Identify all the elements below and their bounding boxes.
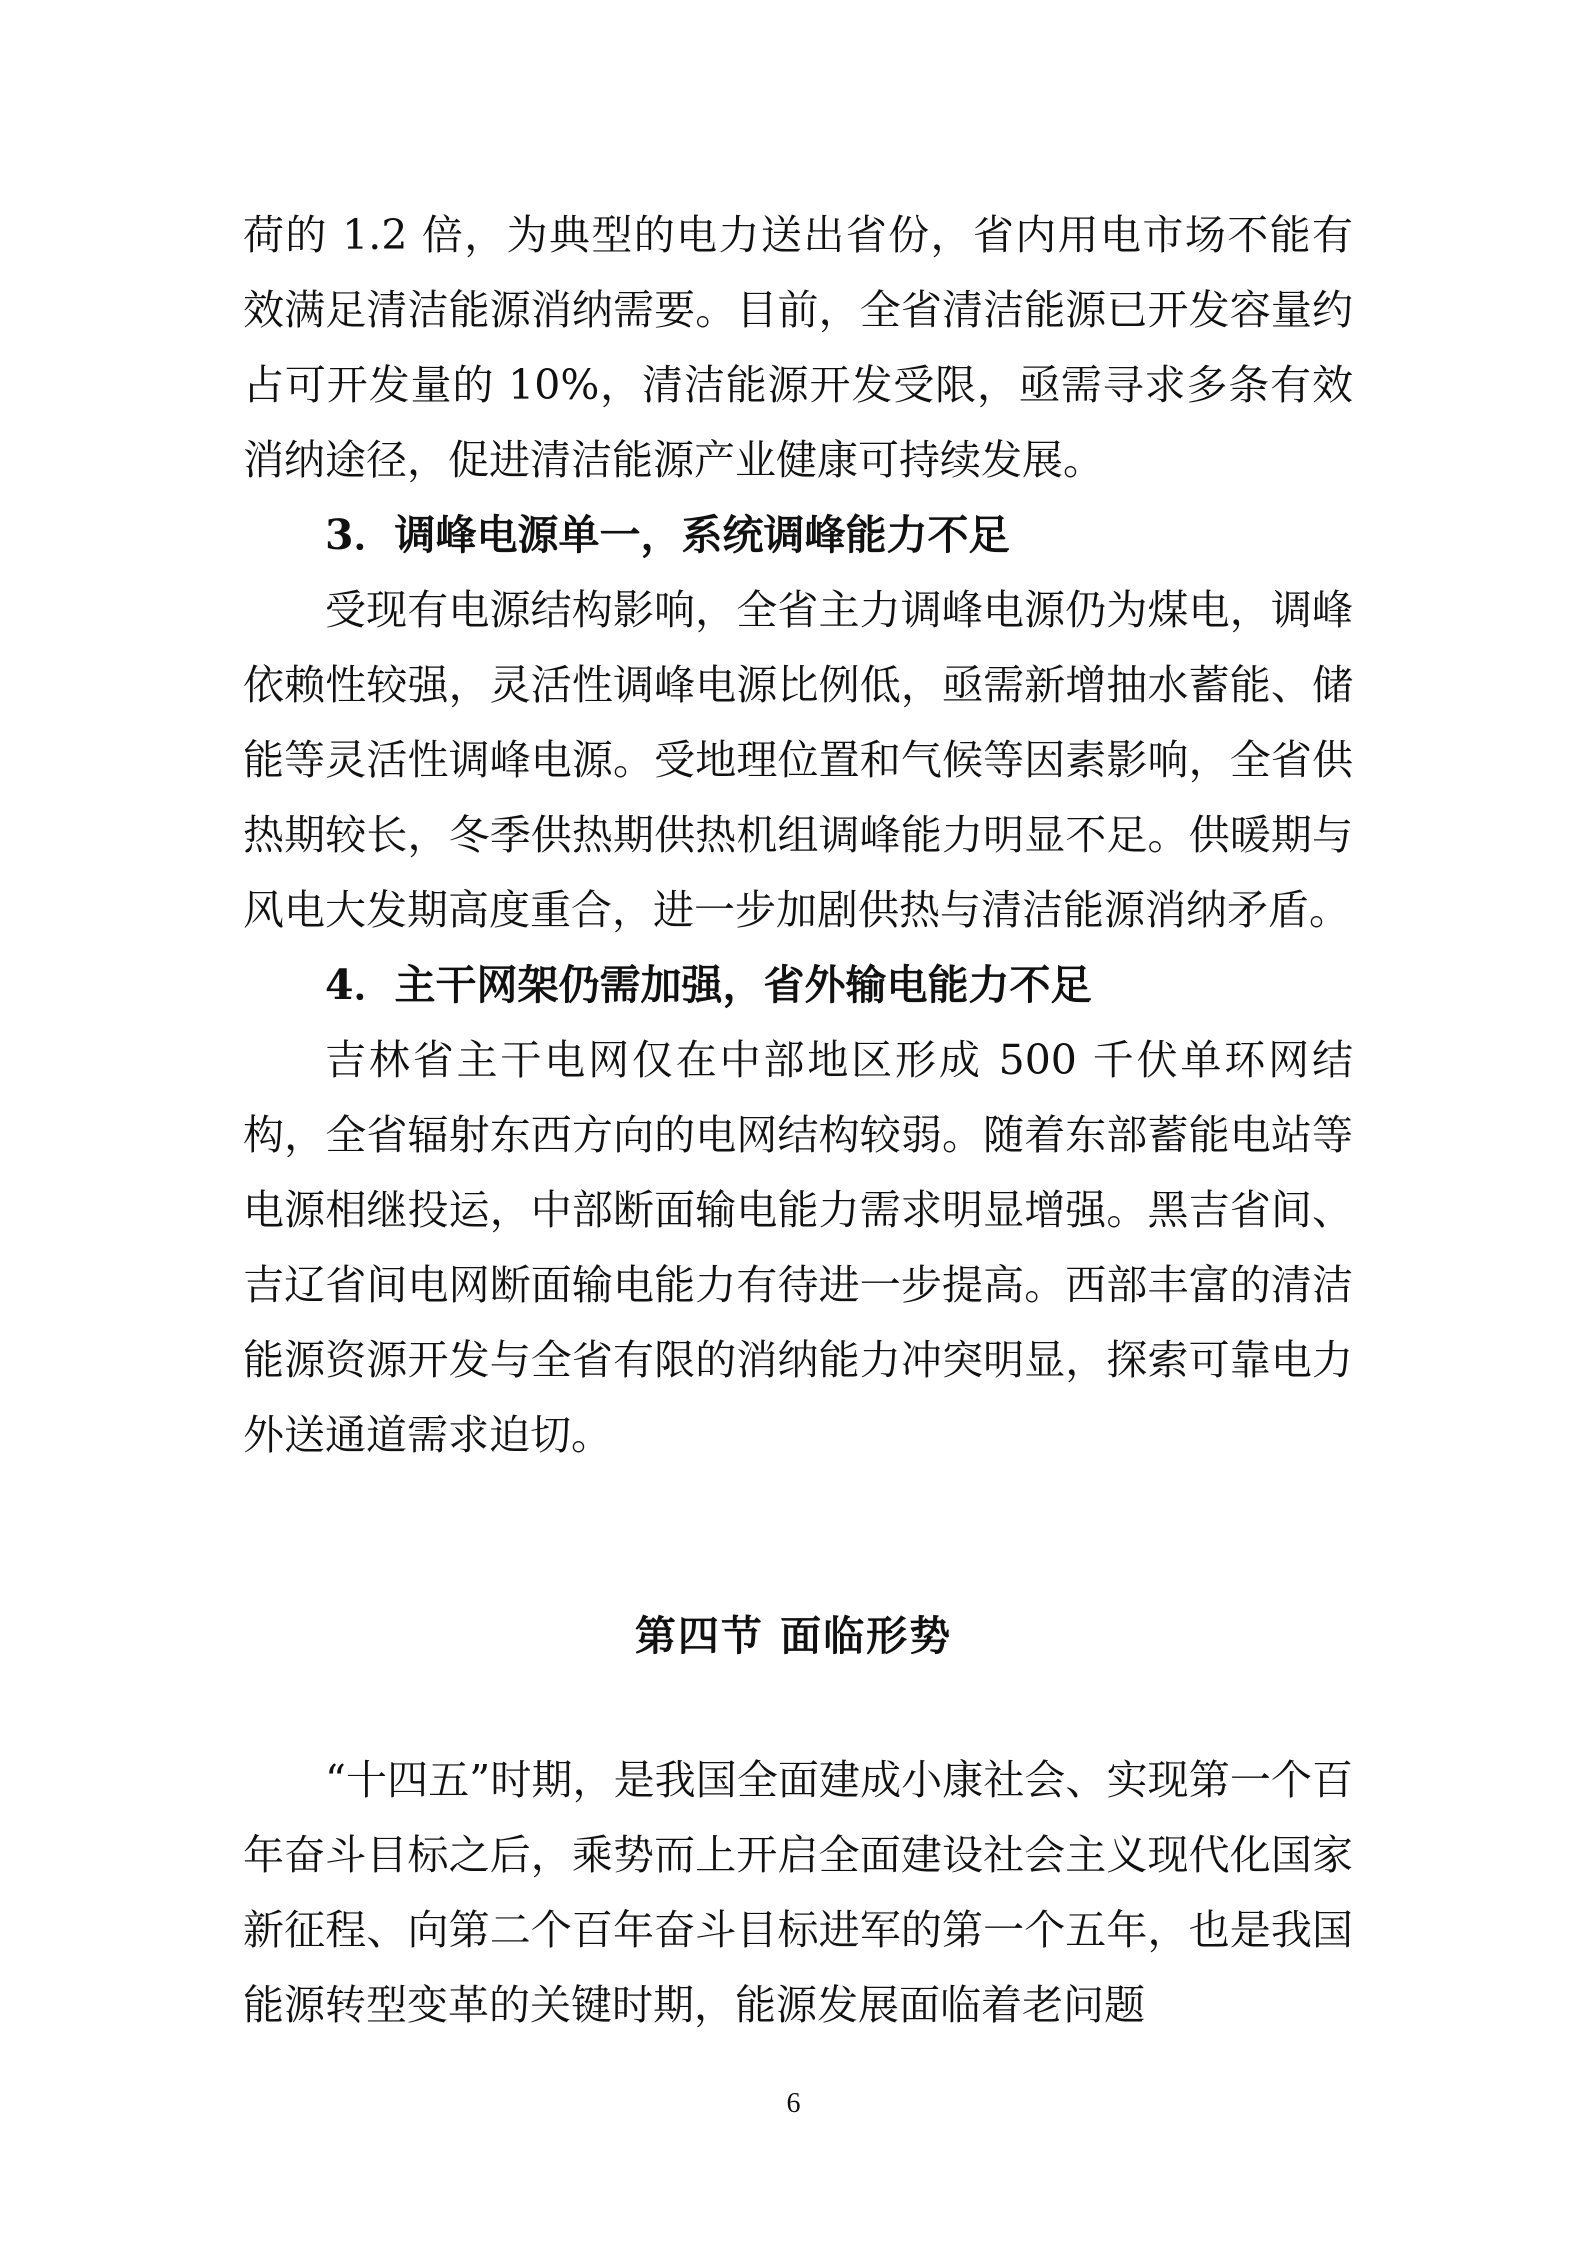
section-title: 第四节 面临形势 bbox=[634, 1612, 953, 1660]
page-number: 6 bbox=[786, 2088, 801, 2119]
subheading-4: 4．主干网架仍需加强，省外输电能力不足 bbox=[325, 961, 1092, 1009]
paragraph-section: “十四五”时期，是我国全面建成小康社会、实现第一个百年奋斗目标之后，乘势而上开启全面建设社会主义现代化国家新征程、向第二个百年奋斗目标进军的第一个五年，也是我国能源转型变革的关键时期，能源发展面临着老问题 bbox=[243, 1756, 1353, 2029]
paragraph-3: 受现有电源结构影响，全省主力调峰电源仍为煤电，调峰依赖性较强，灵活性调峰电源比例低，亟需新增抽水蓄能、储能等灵活性调峰电源。受地理位置和气候等因素影响，全省供热期较长，冬季供热期供热机组调峰能力明显不足。供暖期与风电大发期高度重合，进一步加剧供热与清洁能源消纳矛盾。 bbox=[243, 586, 1353, 934]
section-body bbox=[243, 1743, 1353, 2043]
document-body bbox=[243, 198, 1353, 1473]
paragraph-4: 吉林省主干电网仅在中部地区形成 500 千伏单环网结构，全省辐射东西方向的电网结构较弱。随着东部蓄能电站等电源相继投运，中部断面输电能力需求明显增强。黑吉省间、吉辽省间电网断面输电能力有待进一步提高。西部丰富的清洁能源资源开发与全省有限的消纳能力冲突明显，探索可靠电力外送通道需求迫切。 bbox=[243, 1036, 1353, 1459]
subheading-3: 3．调峰电源单一，系统调峰能力不足 bbox=[325, 511, 1010, 559]
paragraph-continued: 荷的 1.2 倍，为典型的电力送出省份，省内用电市场不能有效满足清洁能源消纳需要。目前，全省清洁能源已开发容量约占可开发量的 10%，清洁能源开发受限，亟需寻求多条有效消纳途径，促进清洁能源产业健康可持续发展。 bbox=[243, 211, 1353, 484]
